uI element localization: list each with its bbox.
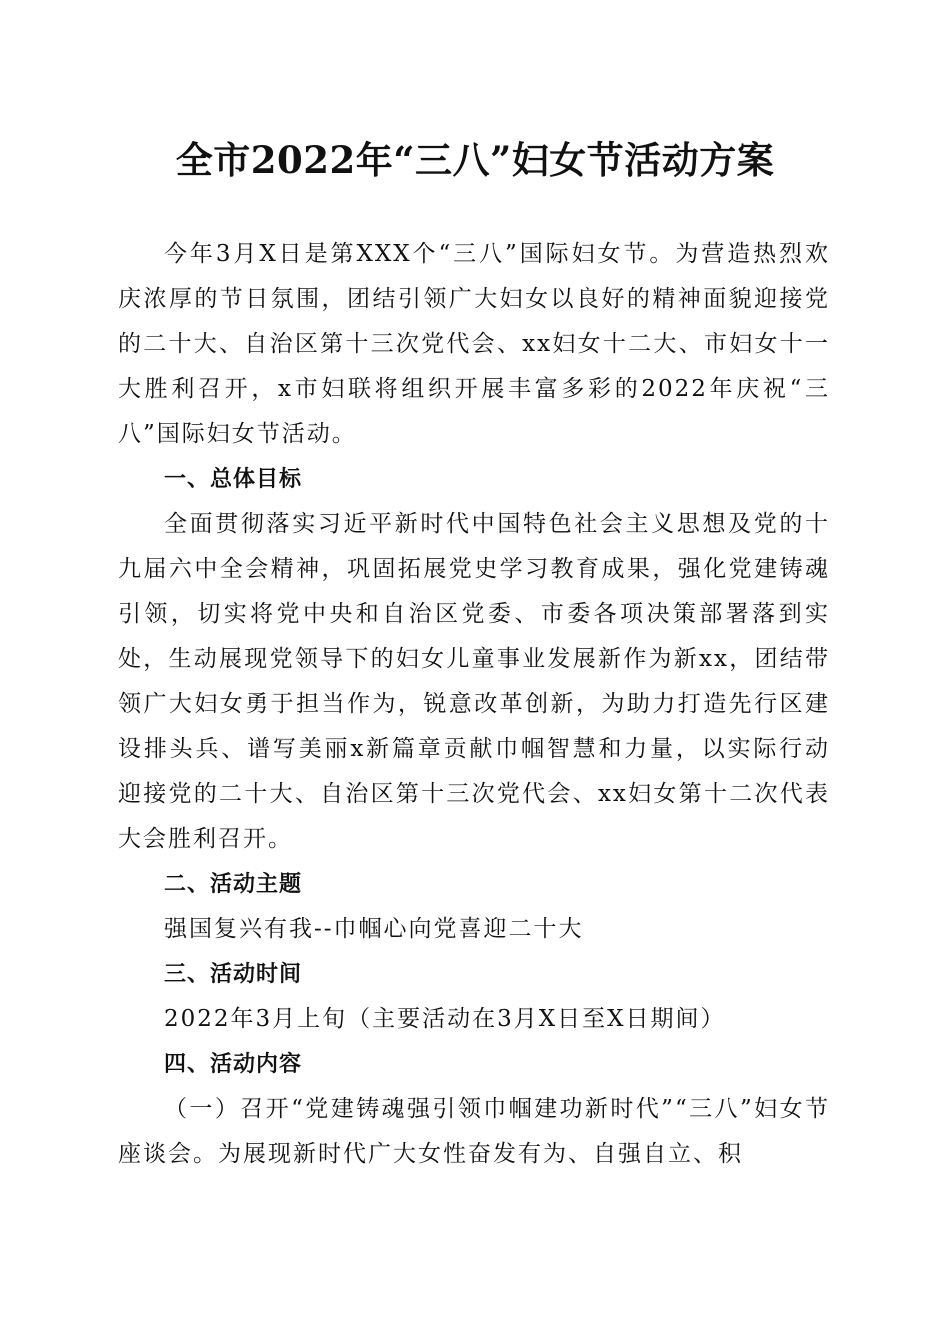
section-content-activities: （一）召开“党建铸魂强引领巾帼建功新时代”“三八”妇女节座谈会。为展现新时代广大女性奋发有为、自强自立、积 [118, 1096, 830, 1167]
section-heading-theme: 二、活动主题 [164, 872, 303, 897]
intro-paragraph: 今年3月X日是第XXX个“三八”国际妇女节。为营造热烈欢庆浓厚的节日氛围，团结引领广大妇女以良好的精神面貌迎接党的二十大、自治区第十三次党代会、xx妇女十二大、市妇女十一大胜利召开，x市妇联将组织开展丰富多彩的2022年庆祝“三八”国际妇女节活动。 [118, 241, 830, 447]
section-heading-content: 四、活动内容 [164, 1052, 303, 1077]
section-content-time: 2022年3月上旬（主要活动在3月X日至X日期间） [164, 1006, 726, 1032]
section-content-goals: 全面贯彻落实习近平新时代中国特色社会主义思想及党的十九届六中全会精神，巩固拓展党史学习教育成果，强化党建铸魂引领，切实将党中央和自治区党委、市委各项决策部署落到实处，生动展现党领导下的妇女儿童事业发展新作为新xx，团结带领广大妇女勇于担当作为，锐意改革创新，为助力打造先行区建设排头兵、谱写美丽x新篇章贡献巾帼智慧和力量，以实际行动迎接党的二十大、自治区第十三次党代会、xx妇女第十二次代表大会胜利召开。 [118, 511, 830, 852]
document-title: 全市2022年“三八”妇女节活动方案 [175, 138, 775, 182]
section-content-theme: 强国复兴有我--巾帼心向党喜迎二十大 [164, 916, 584, 942]
document-body [118, 232, 830, 1177]
section-heading-time: 三、活动时间 [164, 962, 303, 987]
section-heading-goals: 一、总体目标 [164, 467, 303, 492]
